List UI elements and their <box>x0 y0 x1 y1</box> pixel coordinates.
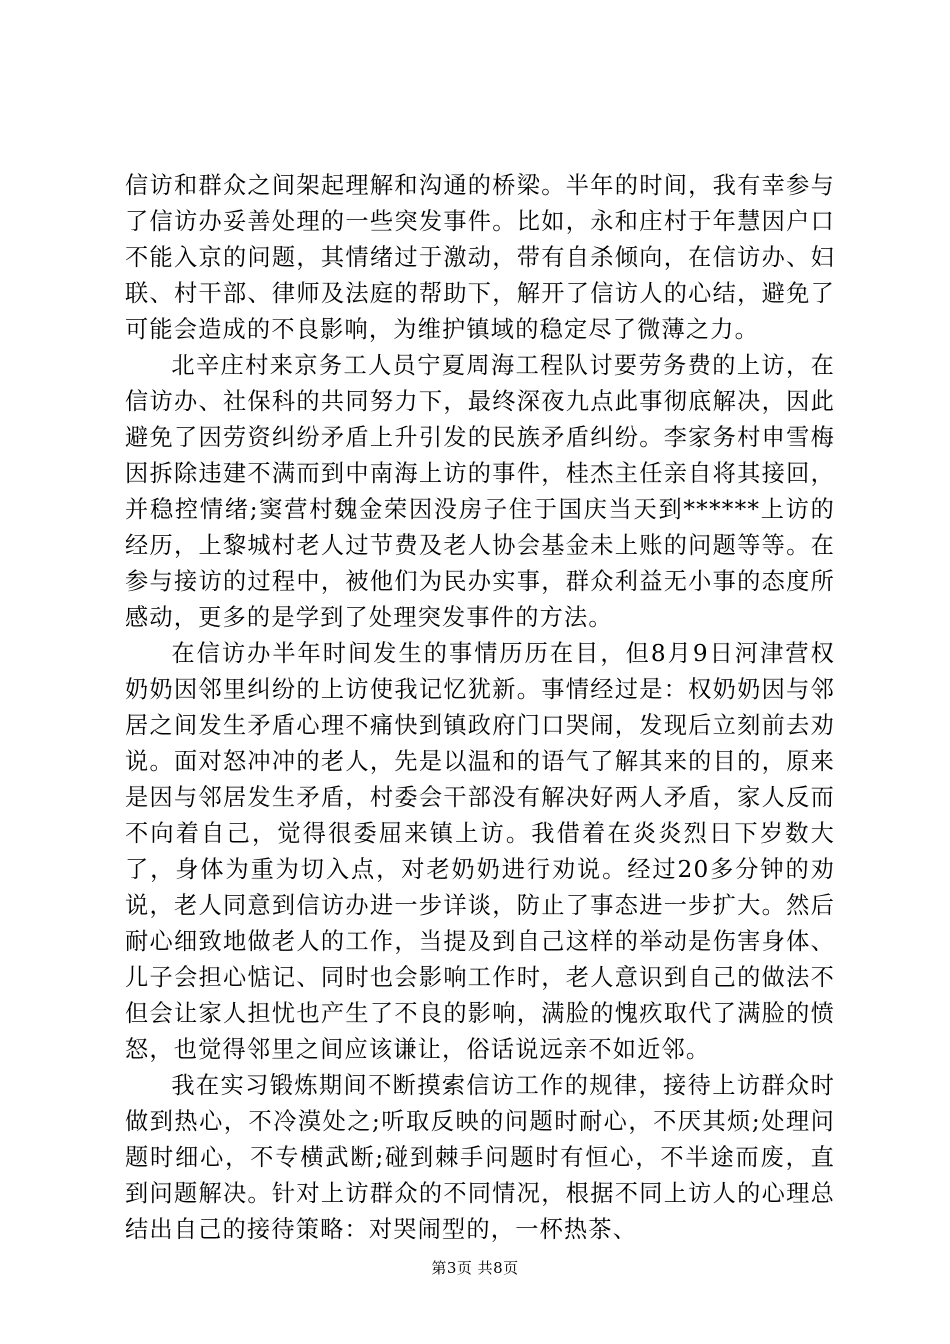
page-footer <box>0 1258 950 1278</box>
paragraph-1: 信访和群众之间架起理解和沟通的桥梁。半年的时间，我有幸参与了信访办妥善处理的一些突发事件。比如，永和庄村于年慧因户口不能入京的问题，其情绪过于激动，带有自杀倾向，在信访办、妇联、村干部、律师及法庭的帮助下，解开了信访人的心结，避免了可能会造成的不良影响，为维护镇域的稳定尽了微薄之力。 <box>125 172 835 343</box>
paragraph-3: 在信访办半年时间发生的事情历历在目，但8月9日河津营权奶奶因邻里纠纷的上访使我记忆犹新。事情经过是：权奶奶因与邻居之间发生矛盾心理不痛快到镇政府门口哭闹，发现后立刻前去劝说。面对怒冲冲的老人，先是以温和的语气了解其来的目的，原来是因与邻居发生矛盾，村委会干部没有解决好两人矛盾，家人反而不向着自己，觉得很委屈来镇上访。我借着在炎炎烈日下岁数大了，身体为重为切入点，对老奶奶进行劝说。经过20多分钟的劝说，老人同意到信访办进一步详谈，防止了事态进一步扩大。然后耐心细致地做老人的工作，当提及到自己这样的举动是伤害身体、儿子会担心惦记、同时也会影响工作时，老人意识到自己的做法不但会让家人担忧也产生了不良的影响，满脸的愧疚取代了满脸的愤怒，也觉得邻里之间应该谦让，俗话说远亲不如近邻。 <box>125 640 835 1063</box>
paragraph-4: 我在实习锻炼期间不断摸索信访工作的规律，接待上访群众时做到热心，不冷漠处之;听取反映的问题时耐心，不厌其烦;处理问题时细心，不专横武断;碰到棘手问题时有恒心，不半途而废，直到问题解决。针对上访群众的不同情况，根据不同上访人的心理总结出自己的接待策略：对哭闹型的，一杯热茶、 <box>125 1072 835 1243</box>
document-body <box>125 168 835 1248</box>
page-number-label: 第3页 共8页 <box>431 1259 519 1277</box>
paragraph-2: 北辛庄村来京务工人员宁夏周海工程队讨要劳务费的上访，在信访办、社保科的共同努力下，最终深夜九点此事彻底解决，因此避免了因劳资纠纷矛盾上升引发的民族矛盾纠纷。李家务村申雪梅因拆除违建不满而到中南海上访的事件，桂杰主任亲自将其接回，并稳控情绪;窦营村魏金荣因没房子住于国庆当天到******上访的经历，上黎城村老人过节费及老人协会基金未上账的问题等等。在参与接访的过程中，被他们为民办实事，群众利益无小事的态度所感动，更多的是学到了处理突发事件的方法。 <box>125 352 835 631</box>
